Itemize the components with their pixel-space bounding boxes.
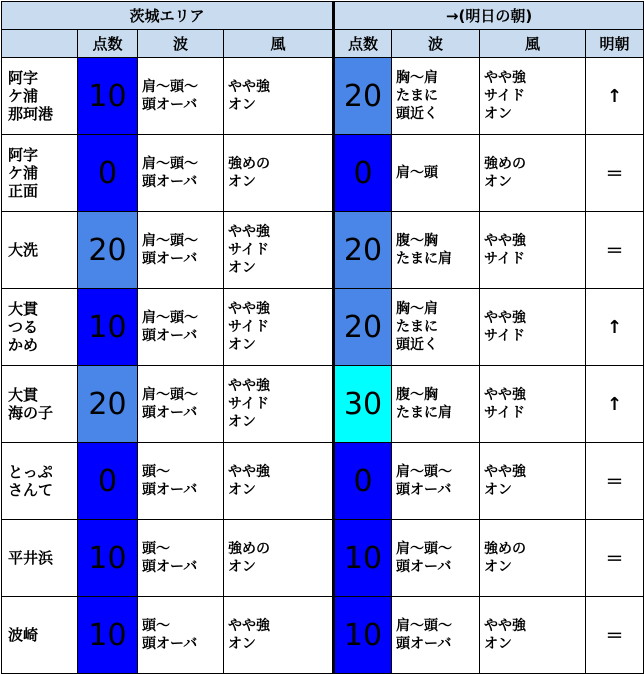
text-line: やや強	[228, 378, 270, 394]
text-line: やや強	[484, 464, 527, 480]
today-wave-cell	[138, 443, 224, 520]
tomorrow-wave-cell	[392, 366, 480, 443]
tomorrow-wave-cell	[392, 443, 480, 520]
text-line: やや強	[484, 310, 527, 326]
text-line: 正面	[8, 182, 39, 200]
text-line: 頭〜	[142, 464, 170, 480]
text-line: たまに肩	[396, 251, 453, 267]
table-row	[2, 135, 644, 212]
spot-name	[2, 212, 78, 289]
text-line: 肩〜頭〜	[142, 156, 198, 172]
col-trend: 明朝	[586, 30, 644, 58]
text-line: オン	[228, 337, 256, 353]
today-wave-cell	[138, 212, 224, 289]
text-line: オン	[484, 559, 513, 575]
trend-cell: ↑	[586, 366, 644, 443]
text-line: オン	[228, 636, 256, 652]
tomorrow-score-cell: 20	[334, 58, 392, 135]
tomorrow-wind-cell	[480, 58, 586, 135]
today-area-title: 茨城エリア	[2, 2, 334, 30]
text-line: オン	[484, 106, 513, 122]
text-line: ケ浦	[8, 164, 39, 182]
text-line: オン	[228, 414, 256, 430]
table-row	[2, 212, 644, 289]
tomorrow-score-cell: 0	[334, 443, 392, 520]
spot-name	[2, 58, 78, 135]
text-line: 頭オーバ	[142, 174, 198, 190]
text-line: やや強	[484, 233, 527, 249]
spot-name	[2, 443, 78, 520]
today-wind-cell	[224, 212, 334, 289]
text-line: 頭オーバ	[142, 636, 198, 652]
today-score-cell: 20	[78, 212, 138, 289]
spot-name	[2, 520, 78, 597]
tomorrow-wind-cell	[480, 289, 586, 366]
today-wave-cell	[138, 597, 224, 674]
forecast-rows	[2, 58, 644, 674]
text-line: 強めの	[484, 541, 527, 557]
text-line: 阿字	[8, 146, 39, 164]
text-line: 頭オーバ	[396, 482, 452, 498]
text-line: 頭オーバ	[142, 405, 198, 421]
text-line: サイド	[228, 319, 270, 335]
text-line: とっぷ	[8, 463, 53, 481]
text-line: 頭オーバ	[396, 636, 452, 652]
tomorrow-score-cell: 30	[334, 366, 392, 443]
table-row	[2, 520, 644, 597]
today-wind-cell	[224, 289, 334, 366]
header-row-2	[2, 30, 644, 58]
table-row	[2, 443, 644, 520]
text-line: 大貫	[8, 300, 39, 318]
today-score-cell: 10	[78, 597, 138, 674]
today-wave-cell	[138, 520, 224, 597]
trend-cell: ↑	[586, 289, 644, 366]
tomorrow-score-cell: 10	[334, 520, 392, 597]
text-line: やや強	[228, 464, 270, 480]
tomorrow-score-cell: 20	[334, 212, 392, 289]
text-line: 海の子	[8, 404, 54, 422]
tomorrow-wind-cell	[480, 520, 586, 597]
text-line: 頭オーバ	[142, 328, 198, 344]
tomorrow-wind-cell	[480, 443, 586, 520]
text-line: オン	[228, 482, 256, 498]
text-line: オン	[228, 97, 256, 113]
text-line: 頭オーバ	[142, 482, 198, 498]
spot-name	[2, 289, 78, 366]
text-line: 頭オーバ	[396, 559, 452, 575]
tomorrow-wave-cell	[392, 58, 480, 135]
text-line: サイド	[228, 396, 270, 412]
today-score-cell: 10	[78, 289, 138, 366]
table-row	[2, 597, 644, 674]
text-line: 胸〜肩	[396, 70, 439, 86]
surf-forecast-table	[1, 1, 644, 674]
text-line: オン	[484, 482, 513, 498]
text-line: 強めの	[228, 156, 270, 172]
text-line: 腹〜胸	[396, 233, 439, 249]
text-line: たまに	[396, 88, 439, 104]
col-score-today: 点数	[78, 30, 138, 58]
text-line: 肩〜頭	[396, 165, 439, 181]
text-line: 強めの	[228, 541, 270, 557]
tomorrow-area-title: →(明日の朝)	[334, 2, 644, 30]
text-line: 肩〜頭〜	[142, 387, 198, 403]
col-score-tomorrow: 点数	[334, 30, 392, 58]
text-line: やや強	[228, 618, 270, 634]
text-line: サイド	[484, 405, 526, 421]
today-wave-cell	[138, 135, 224, 212]
text-line: さんて	[8, 481, 54, 499]
today-wave-cell	[138, 58, 224, 135]
today-wind-cell	[224, 520, 334, 597]
tomorrow-wind-cell	[480, 135, 586, 212]
text-line: やや強	[484, 618, 527, 634]
tomorrow-wave-cell	[392, 212, 480, 289]
text-line: 平井浜	[8, 549, 54, 567]
text-line: 胸〜肩	[396, 301, 439, 317]
spot-name	[2, 597, 78, 674]
tomorrow-wave-cell	[392, 597, 480, 674]
text-line: 肩〜頭〜	[142, 233, 198, 249]
today-wave-cell	[138, 289, 224, 366]
trend-cell: ＝	[586, 520, 644, 597]
text-line: 頭〜	[142, 541, 170, 557]
text-line: 頭近く	[396, 337, 439, 353]
text-line: オン	[484, 174, 513, 190]
text-line: 肩〜頭〜	[142, 310, 198, 326]
header-row-1	[2, 2, 644, 30]
text-line: 肩〜頭〜	[396, 464, 453, 480]
col-wave-tomorrow: 波	[392, 30, 480, 58]
text-line: 那珂港	[8, 105, 54, 123]
text-line: 波崎	[8, 626, 39, 644]
trend-cell: ＝	[586, 597, 644, 674]
text-line: 大洗	[8, 241, 39, 259]
text-line: オン	[228, 559, 256, 575]
tomorrow-wave-cell	[392, 520, 480, 597]
today-wind-cell	[224, 597, 334, 674]
text-line: 肩〜頭〜	[396, 618, 453, 634]
tomorrow-wave-cell	[392, 289, 480, 366]
text-line: サイド	[484, 88, 526, 104]
col-wind-tomorrow: 風	[480, 30, 586, 58]
text-line: 肩〜頭〜	[396, 541, 453, 557]
text-line: 阿字	[8, 69, 39, 87]
text-line: 頭オーバ	[142, 251, 198, 267]
trend-cell: ＝	[586, 443, 644, 520]
col-wave-today: 波	[138, 30, 224, 58]
tomorrow-score-cell: 0	[334, 135, 392, 212]
col-wind-today: 風	[224, 30, 334, 58]
table-row	[2, 289, 644, 366]
text-line: 頭オーバ	[142, 97, 198, 113]
text-line: サイド	[228, 242, 270, 258]
text-line: やや強	[228, 224, 270, 240]
table-row	[2, 58, 644, 135]
text-line: 頭オーバ	[142, 559, 198, 575]
text-line: オン	[484, 636, 513, 652]
today-wind-cell	[224, 443, 334, 520]
text-line: サイド	[484, 328, 526, 344]
text-line: たまに肩	[396, 405, 453, 421]
text-line: 腹〜胸	[396, 387, 439, 403]
tomorrow-wind-cell	[480, 366, 586, 443]
text-line: つる	[8, 318, 39, 336]
tomorrow-score-cell: 10	[334, 597, 392, 674]
text-line: 大貫	[8, 386, 39, 404]
today-score-cell: 10	[78, 520, 138, 597]
trend-cell: ↑	[586, 58, 644, 135]
text-line: 肩〜頭〜	[142, 79, 198, 95]
today-wind-cell	[224, 366, 334, 443]
today-score-cell: 10	[78, 58, 138, 135]
today-score-cell: 20	[78, 366, 138, 443]
text-line: たまに	[396, 319, 439, 335]
tomorrow-wind-cell	[480, 597, 586, 674]
today-wind-cell	[224, 58, 334, 135]
trend-cell: ＝	[586, 212, 644, 289]
spot-name	[2, 135, 78, 212]
text-line: やや強	[484, 387, 527, 403]
today-wind-cell	[224, 135, 334, 212]
text-line: やや強	[484, 70, 527, 86]
today-score-cell: 0	[78, 443, 138, 520]
text-line: やや強	[228, 79, 270, 95]
text-line: 頭〜	[142, 618, 170, 634]
spot-header-blank	[2, 30, 78, 58]
text-line: オン	[228, 260, 256, 276]
spot-name	[2, 366, 78, 443]
text-line: 強めの	[484, 156, 527, 172]
text-line: やや強	[228, 301, 270, 317]
trend-cell: ＝	[586, 135, 644, 212]
text-line: かめ	[8, 336, 39, 354]
text-line: オン	[228, 174, 256, 190]
text-line: ケ浦	[8, 87, 39, 105]
text-line: 頭近く	[396, 106, 439, 122]
today-score-cell: 0	[78, 135, 138, 212]
text-line: サイド	[484, 251, 526, 267]
tomorrow-wind-cell	[480, 212, 586, 289]
tomorrow-score-cell: 20	[334, 289, 392, 366]
tomorrow-wave-cell	[392, 135, 480, 212]
table-row	[2, 366, 644, 443]
today-wave-cell	[138, 366, 224, 443]
